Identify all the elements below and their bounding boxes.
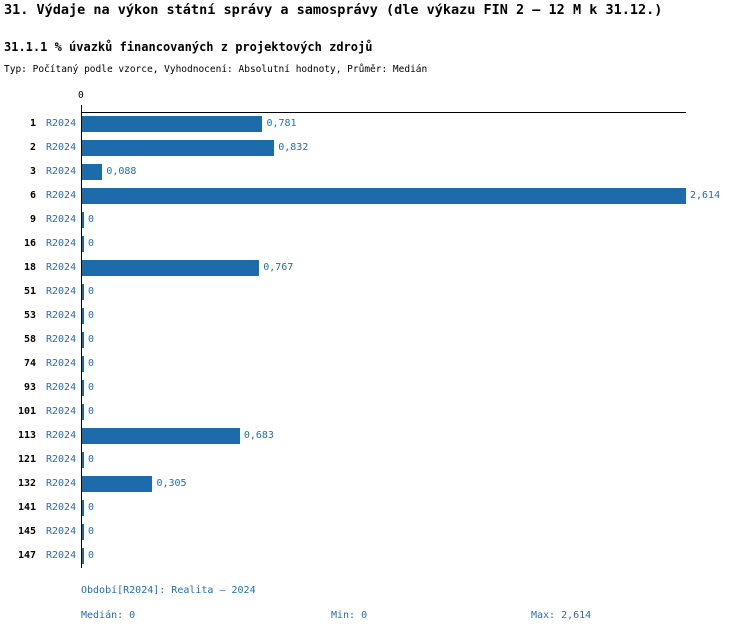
page-title: 31. Výdaje na výkon státní správy a samosprávy (dle výkazu FIN 2 – 12 M k 31.12.)	[4, 2, 663, 18]
table-row	[0, 304, 750, 328]
bar[interactable]	[82, 404, 84, 420]
table-row	[0, 160, 750, 184]
bar[interactable]	[82, 116, 262, 132]
bar-value-label: 0,767	[263, 262, 294, 273]
table-row	[0, 136, 750, 160]
bar-value-label: 0	[88, 550, 95, 561]
row-index: 145	[17, 526, 36, 537]
bar-track	[82, 308, 746, 324]
row-index: 93	[23, 382, 36, 393]
table-row	[0, 232, 750, 256]
bar[interactable]	[82, 140, 274, 156]
bar-value-label: 0	[88, 406, 95, 417]
row-category-label: R2024	[46, 382, 77, 393]
bar-value-label: 0,832	[278, 142, 309, 153]
row-category-label: R2024	[46, 166, 77, 177]
table-row	[0, 424, 750, 448]
bar[interactable]	[82, 500, 84, 516]
row-index: 2	[29, 142, 36, 153]
bar-value-label: 0	[88, 358, 95, 369]
row-index: 1	[29, 118, 36, 129]
row-category-label: R2024	[46, 214, 77, 225]
row-category-label: R2024	[46, 358, 77, 369]
bar-value-label: 0	[88, 214, 95, 225]
row-category-label: R2024	[46, 502, 77, 513]
bar-value-label: 0,088	[106, 166, 137, 177]
table-row	[0, 400, 750, 424]
bar[interactable]	[82, 524, 84, 540]
bar[interactable]	[82, 548, 84, 564]
table-row	[0, 208, 750, 232]
table-row	[0, 256, 750, 280]
row-category-label: R2024	[46, 190, 77, 201]
stat-median: Medián: 0	[81, 610, 136, 621]
bar[interactable]	[82, 308, 84, 324]
row-category-label: R2024	[46, 118, 77, 129]
row-category-label: R2024	[46, 334, 77, 345]
row-index: 53	[23, 310, 36, 321]
bar-track	[82, 188, 746, 204]
bar-value-label: 0	[88, 286, 95, 297]
bar-track	[82, 548, 746, 564]
legend-entry-r2024: Období[R2024]: Realita – 2024	[81, 585, 256, 596]
table-row	[0, 520, 750, 544]
bar-track	[82, 524, 746, 540]
table-row	[0, 184, 750, 208]
row-index: 9	[29, 214, 36, 225]
table-row	[0, 448, 750, 472]
bar-value-label: 0	[88, 334, 95, 345]
bar-track	[82, 284, 746, 300]
bar[interactable]	[82, 332, 84, 348]
bar-track	[82, 452, 746, 468]
bar[interactable]	[82, 188, 686, 204]
table-row	[0, 376, 750, 400]
table-row	[0, 496, 750, 520]
bar-value-label: 0	[88, 310, 95, 321]
bar-value-label: 0,683	[243, 430, 274, 441]
bar-value-label: 2,614	[690, 190, 721, 201]
x-axis-zero-tick	[81, 105, 82, 112]
row-index: 132	[17, 478, 36, 489]
table-row	[0, 112, 750, 136]
bar-track	[82, 140, 746, 156]
stat-min: Min: 0	[331, 610, 368, 621]
bar-value-label: 0,305	[156, 478, 187, 489]
row-category-label: R2024	[46, 430, 77, 441]
bar[interactable]	[82, 356, 84, 372]
bar-track	[82, 476, 746, 492]
row-category-label: R2024	[46, 526, 77, 537]
bar-value-label: 0	[88, 526, 95, 537]
bar-value-label: 0	[88, 382, 95, 393]
bar-track	[82, 332, 746, 348]
bar-track	[82, 212, 746, 228]
bar-track	[82, 236, 746, 252]
row-category-label: R2024	[46, 310, 77, 321]
row-category-label: R2024	[46, 550, 77, 561]
row-index: 141	[17, 502, 36, 513]
row-index: 121	[17, 454, 36, 465]
row-index: 147	[17, 550, 36, 561]
row-index: 6	[29, 190, 36, 201]
bar-track	[82, 428, 746, 444]
bar-track	[82, 500, 746, 516]
row-index: 113	[17, 430, 36, 441]
row-index: 58	[23, 334, 36, 345]
bar-value-label: 0	[88, 502, 95, 513]
row-category-label: R2024	[46, 406, 77, 417]
bar[interactable]	[82, 380, 84, 396]
row-index: 74	[23, 358, 36, 369]
chart-footer	[0, 585, 750, 630]
table-row	[0, 544, 750, 568]
bar-rows	[0, 112, 750, 568]
row-index: 3	[29, 166, 36, 177]
bar[interactable]	[82, 164, 102, 180]
bar-track	[82, 404, 746, 420]
table-row	[0, 352, 750, 376]
table-row	[0, 280, 750, 304]
bar-track	[82, 380, 746, 396]
chart-subtitle: 31.1.1 % úvazků financovaných z projektových zdrojů	[4, 40, 373, 54]
bar[interactable]	[82, 428, 240, 444]
bar[interactable]	[82, 212, 84, 228]
row-category-label: R2024	[46, 454, 77, 465]
bar[interactable]	[82, 452, 84, 468]
stat-max: Max: 2,614	[531, 610, 592, 621]
row-index: 16	[23, 238, 36, 249]
row-category-label: R2024	[46, 262, 77, 273]
bar[interactable]	[82, 284, 84, 300]
row-index: 101	[17, 406, 36, 417]
bar-track	[82, 116, 746, 132]
bar[interactable]	[82, 260, 259, 276]
bar-value-label: 0	[88, 454, 95, 465]
bar[interactable]	[82, 236, 84, 252]
bar-value-label: 0	[88, 238, 95, 249]
table-row	[0, 472, 750, 496]
row-index: 51	[23, 286, 36, 297]
bar-track	[82, 356, 746, 372]
bar-track	[82, 164, 746, 180]
bar-value-label: 0,781	[266, 118, 297, 129]
row-category-label: R2024	[46, 286, 77, 297]
row-category-label: R2024	[46, 142, 77, 153]
bar[interactable]	[82, 476, 152, 492]
table-row	[0, 328, 750, 352]
row-index: 18	[23, 262, 36, 273]
x-axis-zero-tick-label: 0	[78, 90, 84, 101]
row-category-label: R2024	[46, 238, 77, 249]
row-category-label: R2024	[46, 478, 77, 489]
bar-track	[82, 260, 746, 276]
chart-meta-line: Typ: Počítaný podle vzorce, Vyhodnocení: Absolutní hodnoty, Průměr: Medián	[4, 64, 428, 75]
